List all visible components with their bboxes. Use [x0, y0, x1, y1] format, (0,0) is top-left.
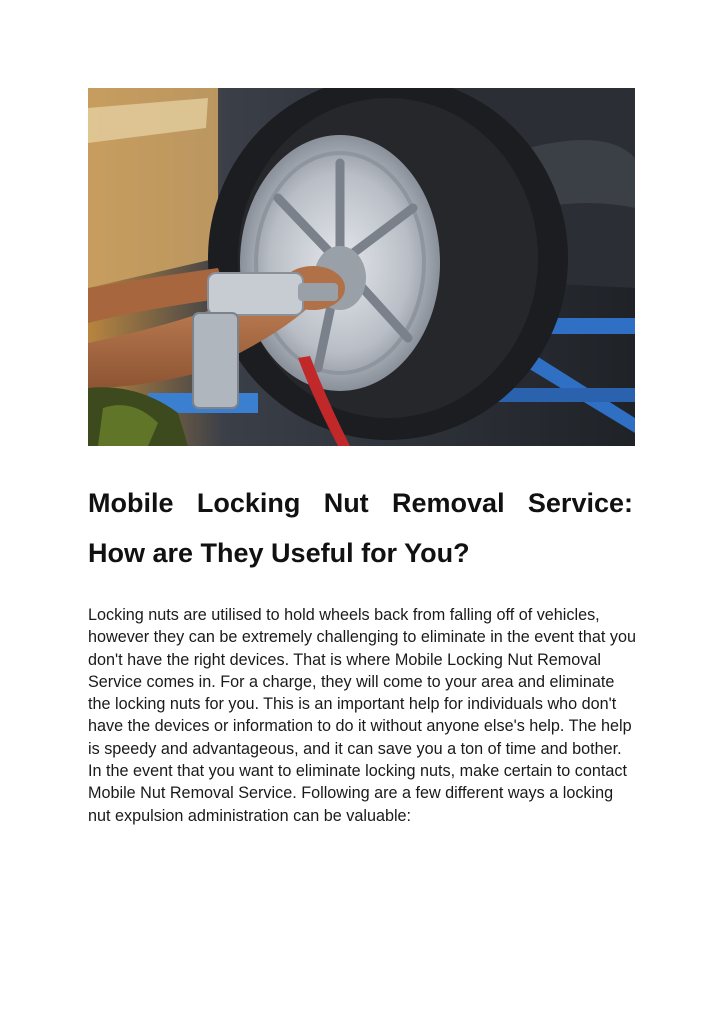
tire-change-photo-icon: [88, 88, 635, 446]
page-title: Mobile Locking Nut Removal Service: How are They Useful for You?: [88, 488, 633, 568]
body-paragraph: Locking nuts are utilised to hold wheels back from falling off of vehicles, however they can be extremely challenging to eliminate in the event that you don't have the right devices. That is where Mobile Locking Nut Removal Service comes in. For a charge, they will come to your area and eliminate the locking nuts for you. This is an important help for individuals who don't have the devices or information to do it without anyone else's help. The help is speedy and advantageous, and it can save you a ton of time and bother. In the event that you want to eliminate locking nuts, make certain to contact Mobile Nut Removal Service. Following are a few different ways a locking nut expulsion administration can be valuable:: [88, 606, 637, 825]
hero-image: [88, 88, 635, 446]
